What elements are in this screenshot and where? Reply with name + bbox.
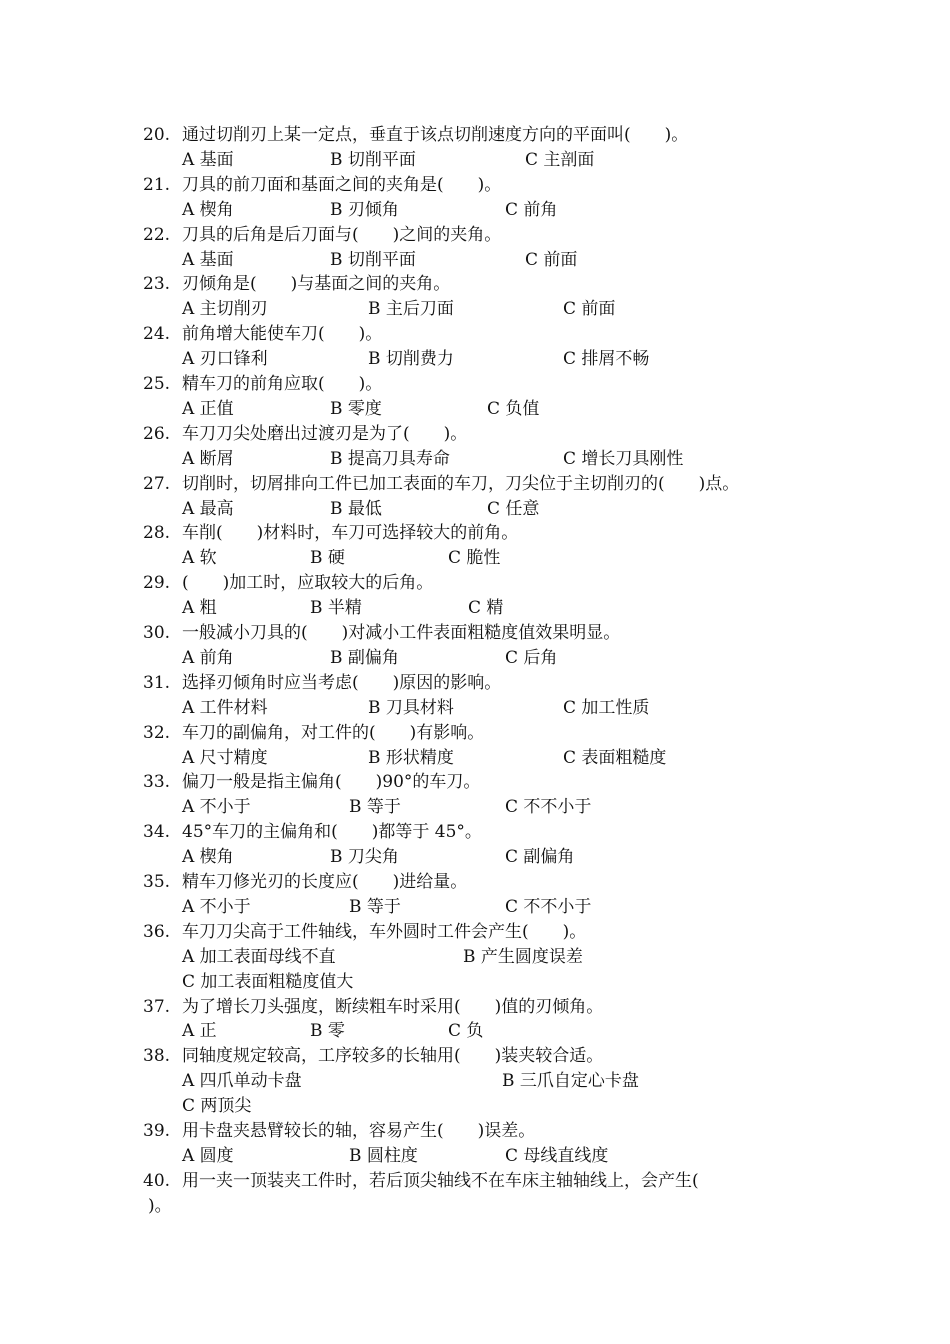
answer-option: A 刃口锋利 xyxy=(182,349,268,370)
options-line xyxy=(0,970,950,995)
question-text: 车刀刀尖处磨出过渡刃是为了( )。 xyxy=(182,423,468,444)
options-line xyxy=(0,397,950,422)
question-text: 刃倾角是( )与基面之间的夹角。 xyxy=(182,274,451,295)
question-number: 40. xyxy=(143,1170,171,1191)
question-text: 精车刀的前角应取( )。 xyxy=(182,374,383,394)
answer-option: C 表面粗糙度 xyxy=(563,747,667,768)
question-line xyxy=(0,521,950,546)
answer-option: B 零度 xyxy=(330,398,382,419)
question-text: 偏刀一般是指主偏角( )90°的车刀。 xyxy=(182,772,481,793)
question-number: 26. xyxy=(143,423,171,444)
question-line xyxy=(0,1169,950,1194)
question-line xyxy=(0,422,950,447)
question-number: 27. xyxy=(143,473,171,494)
answer-option: A 基面 xyxy=(182,249,234,270)
answer-option: B 圆柱度 xyxy=(349,1145,418,1166)
question-number: 23. xyxy=(143,274,171,295)
question-number: 37. xyxy=(143,996,171,1017)
question-number: 33. xyxy=(143,772,171,793)
answer-option: A 四爪单动卡盘 xyxy=(182,1071,302,1092)
answer-option: B 产生圆度误差 xyxy=(463,946,583,967)
answer-option: A 最高 xyxy=(182,498,234,519)
options-line xyxy=(0,945,950,970)
question-line xyxy=(0,1119,950,1144)
question-text: 通过切削刃上某一定点，垂直于该点切削速度方向的平面叫( )。 xyxy=(182,125,689,145)
answer-option: C 增长刀具刚性 xyxy=(563,448,684,469)
question-line xyxy=(0,1044,950,1069)
question-line xyxy=(0,671,950,696)
question-text: 车刀刀尖高于工件轴线，车外圆时工件会产生( )。 xyxy=(182,921,587,942)
answer-option: C 负 xyxy=(448,1021,484,1042)
answer-option: C 前角 xyxy=(505,199,558,220)
answer-option: B 半精 xyxy=(310,598,362,619)
answer-option: A 粗 xyxy=(182,598,217,619)
question-number: 35. xyxy=(143,872,171,892)
answer-option: A 楔角 xyxy=(182,199,234,220)
question-number: 20. xyxy=(143,125,171,145)
question-text: 刀具的前刀面和基面之间的夹角是( )。 xyxy=(182,174,502,195)
answer-option: A 主切削刃 xyxy=(182,299,268,320)
question-line xyxy=(0,820,950,845)
answer-option: A 圆度 xyxy=(182,1145,234,1166)
answer-option: C 两顶尖 xyxy=(182,1096,252,1117)
question-line xyxy=(0,870,950,895)
question-text: 用一夹一顶装夹工件时，若后顶尖轴线不在车床主轴轴线上，会产生( xyxy=(182,1170,699,1191)
question-text: ( )加工时，应取较大的后角。 xyxy=(182,573,434,594)
question-number: 24. xyxy=(143,324,171,345)
question-line xyxy=(0,472,950,497)
question-number: 36. xyxy=(143,921,171,942)
question-text: 精车刀修光刃的长度应( )进给量。 xyxy=(182,872,468,892)
options-line xyxy=(0,1019,950,1044)
answer-option: C 前面 xyxy=(563,299,616,320)
answer-option: A 不小于 xyxy=(182,797,251,818)
question-text: 选择刃倾角时应当考虑( )原因的影响。 xyxy=(182,672,502,693)
options-line xyxy=(0,248,950,273)
options-line xyxy=(0,845,950,870)
options-line xyxy=(0,746,950,771)
answer-option: C 前面 xyxy=(525,249,578,270)
answer-option: B 刀尖角 xyxy=(330,847,399,868)
answer-option: B 主后刀面 xyxy=(368,299,454,320)
answer-option: A 基面 xyxy=(182,149,234,170)
question-line xyxy=(0,372,950,397)
options-line xyxy=(0,198,950,223)
answer-option: B 最低 xyxy=(330,498,382,519)
answer-option: C 后角 xyxy=(505,647,558,668)
answer-option: B 切削费力 xyxy=(368,349,454,370)
question-number: 30. xyxy=(143,623,171,643)
answer-option: C 任意 xyxy=(487,498,540,519)
question-line xyxy=(0,173,950,198)
options-line xyxy=(0,347,950,372)
question-line xyxy=(0,272,950,297)
question-text: 车刀的副偏角，对工件的( )有影响。 xyxy=(182,722,485,743)
answer-option: A 不小于 xyxy=(182,896,251,917)
question-continuation xyxy=(0,1194,950,1219)
answer-option: B 副偏角 xyxy=(330,647,399,668)
options-line xyxy=(0,596,950,621)
answer-option: C 排屑不畅 xyxy=(563,349,650,370)
options-line xyxy=(0,795,950,820)
answer-option: A 正 xyxy=(182,1021,217,1042)
question-text: 45°车刀的主偏角和( )都等于 45°。 xyxy=(182,822,482,843)
answer-option: A 正值 xyxy=(182,398,234,419)
options-line xyxy=(0,497,950,522)
options-line xyxy=(0,696,950,721)
question-number: 21. xyxy=(143,174,171,195)
question-line xyxy=(0,322,950,347)
options-line xyxy=(0,1069,950,1094)
answer-option: C 加工表面粗糙度值大 xyxy=(182,971,354,992)
question-number: 34. xyxy=(143,822,171,843)
question-text: 切削时，切屑排向工件已加工表面的车刀，刀尖位于主切削刃的( )点。 xyxy=(182,473,740,494)
answer-option: B 刀具材料 xyxy=(368,697,454,718)
question-line xyxy=(0,721,950,746)
answer-option: C 不不小于 xyxy=(505,797,592,818)
question-line xyxy=(0,621,950,646)
answer-option: A 断屑 xyxy=(182,448,234,469)
question-line xyxy=(0,920,950,945)
answer-option: C 负值 xyxy=(487,398,540,419)
question-number: 38. xyxy=(143,1046,171,1067)
answer-option: C 不不小于 xyxy=(505,896,592,917)
question-number: 28. xyxy=(143,523,171,544)
answer-option: C 副偏角 xyxy=(505,847,575,868)
options-line xyxy=(0,447,950,472)
question-number: 39. xyxy=(143,1121,171,1141)
answer-option: B 等于 xyxy=(349,797,401,818)
answer-option: A 尺寸精度 xyxy=(182,747,268,768)
question-text: 为了增长刀头强度，断续粗车时采用( )值的刃倾角。 xyxy=(182,996,604,1017)
question-number: 31. xyxy=(143,672,171,693)
question-text: 一般减小刀具的( )对减小工件表面粗糙度值效果明显。 xyxy=(182,623,621,643)
options-line xyxy=(0,1094,950,1119)
options-line xyxy=(0,895,950,920)
answer-option: C 精 xyxy=(468,598,504,619)
answer-option: A 加工表面母线不直 xyxy=(182,946,336,967)
answer-option: C 母线直线度 xyxy=(505,1145,609,1166)
answer-option: B 形状精度 xyxy=(368,747,454,768)
options-line xyxy=(0,546,950,571)
question-text: 同轴度规定较高，工序较多的长轴用( )装夹较合适。 xyxy=(182,1046,604,1067)
question-line xyxy=(0,995,950,1020)
question-number: 29. xyxy=(143,573,171,594)
question-text: 前角增大能使车刀( )。 xyxy=(182,324,383,345)
question-line xyxy=(0,123,950,148)
answer-option: B 零 xyxy=(310,1021,345,1042)
answer-option: A 前角 xyxy=(182,647,234,668)
options-line xyxy=(0,148,950,173)
answer-option: B 等于 xyxy=(349,896,401,917)
question-number: 22. xyxy=(143,224,171,245)
question-line xyxy=(0,770,950,795)
question-text-continuation: )。 xyxy=(148,1195,172,1216)
options-line xyxy=(0,1144,950,1169)
question-line xyxy=(0,223,950,248)
question-line xyxy=(0,571,950,596)
answer-option: C 脆性 xyxy=(448,548,501,569)
answer-option: B 切削平面 xyxy=(330,249,416,270)
answer-option: A 楔角 xyxy=(182,847,234,868)
answer-option: B 刃倾角 xyxy=(330,199,399,220)
answer-option: A 软 xyxy=(182,548,217,569)
question-text: 车削( )材料时，车刀可选择较大的前角。 xyxy=(182,523,519,544)
answer-option: B 硬 xyxy=(310,548,345,569)
question-number: 25. xyxy=(143,374,171,394)
answer-option: C 加工性质 xyxy=(563,697,650,718)
answer-option: C 主剖面 xyxy=(525,149,595,170)
question-text: 刀具的后角是后刀面与( )之间的夹角。 xyxy=(182,224,502,245)
answer-option: B 三爪自定心卡盘 xyxy=(502,1071,639,1092)
options-line xyxy=(0,297,950,322)
options-line xyxy=(0,646,950,671)
answer-option: B 提高刀具寿命 xyxy=(330,448,450,469)
question-number: 32. xyxy=(143,722,171,743)
question-text: 用卡盘夹悬臂较长的轴，容易产生( )误差。 xyxy=(182,1121,536,1141)
answer-option: A 工件材料 xyxy=(182,697,268,718)
answer-option: B 切削平面 xyxy=(330,149,416,170)
